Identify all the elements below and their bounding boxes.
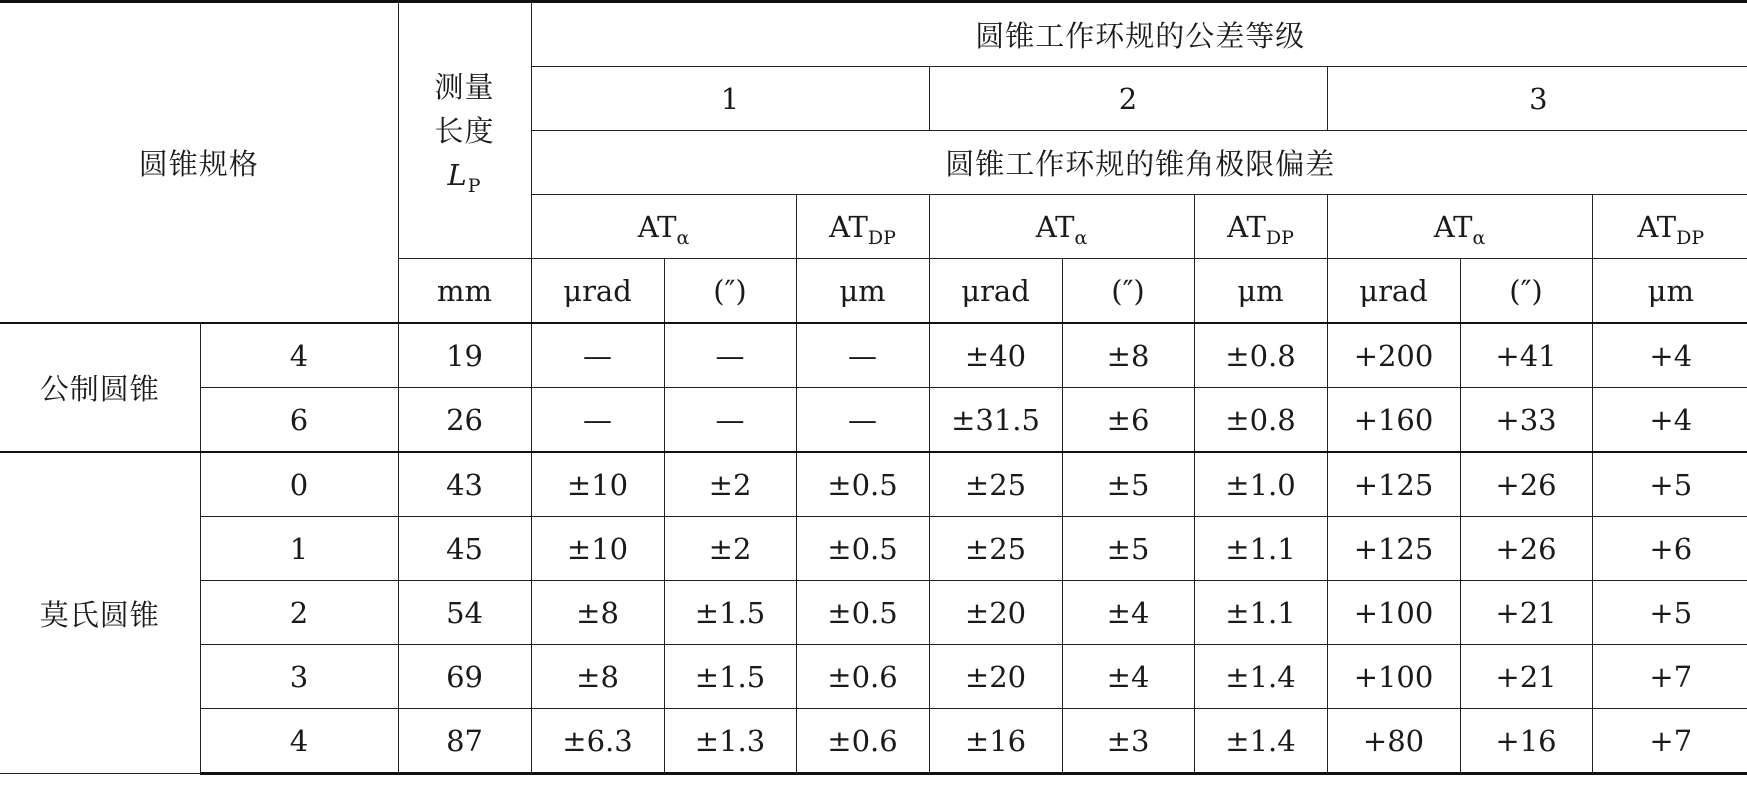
grade-title: 圆锥工作环规的公差等级	[531, 2, 1747, 67]
length-header	[398, 2, 531, 259]
value-cell: +4	[1592, 388, 1747, 453]
unit-um: μm	[1194, 259, 1327, 324]
value-cell: +21	[1460, 581, 1592, 645]
value-cell: +160	[1327, 388, 1460, 453]
value-cell: +200	[1327, 323, 1460, 388]
value-cell: ±4	[1062, 581, 1194, 645]
value-cell: +5	[1592, 581, 1747, 645]
value-cell: +16	[1460, 709, 1592, 774]
value-cell: ±0.5	[796, 517, 929, 581]
value-cell: ±1.4	[1194, 645, 1327, 709]
table-body	[0, 323, 1747, 774]
lp-cell: 45	[398, 517, 531, 581]
value-cell: +6	[1592, 517, 1747, 581]
value-cell: ±1.0	[1194, 452, 1327, 517]
size-cell: 2	[200, 581, 398, 645]
unit-urad: μrad	[929, 259, 1062, 324]
table-row	[0, 645, 1747, 709]
value-cell: ±3	[1062, 709, 1194, 774]
grade-3: 3	[1327, 67, 1747, 131]
value-cell: ±0.6	[796, 709, 929, 774]
value-cell: —	[531, 388, 664, 453]
unit-urad: μrad	[1327, 259, 1460, 324]
value-cell: ±2	[664, 452, 796, 517]
table-header	[0, 2, 1747, 324]
at-alpha-header: $AT_\alpha$	[929, 195, 1194, 259]
unit-um: μm	[1592, 259, 1747, 324]
length-symbol: $L_P$	[447, 157, 482, 197]
deviation-title: 圆锥工作环规的锥角极限偏差	[531, 131, 1747, 195]
lp-cell: 26	[398, 388, 531, 453]
value-cell: ±0.5	[796, 581, 929, 645]
table-row	[0, 388, 1747, 453]
value-cell: —	[796, 388, 929, 453]
value-cell: ±10	[531, 452, 664, 517]
unit-urad: μrad	[531, 259, 664, 324]
value-cell: ±8	[531, 645, 664, 709]
grade-1: 1	[531, 67, 929, 131]
value-cell: +4	[1592, 323, 1747, 388]
table-row	[0, 323, 1747, 388]
table-row	[0, 452, 1747, 517]
size-cell: 1	[200, 517, 398, 581]
value-cell: ±1.5	[664, 645, 796, 709]
value-cell: +100	[1327, 581, 1460, 645]
value-cell: ±25	[929, 517, 1062, 581]
value-cell: +21	[1460, 645, 1592, 709]
grade-2: 2	[929, 67, 1327, 131]
table-row	[0, 517, 1747, 581]
value-cell: ±16	[929, 709, 1062, 774]
unit-mm: mm	[398, 259, 531, 324]
value-cell: ±0.8	[1194, 388, 1327, 453]
value-cell: +26	[1460, 517, 1592, 581]
value-cell: +5	[1592, 452, 1747, 517]
at-dp-header: $AT_{DP}$	[1194, 195, 1327, 259]
table-row	[0, 709, 1747, 774]
value-cell: ±20	[929, 645, 1062, 709]
size-cell: 3	[200, 645, 398, 709]
length-label-2: 长度	[434, 113, 495, 148]
value-cell: +7	[1592, 709, 1747, 774]
value-cell: +100	[1327, 645, 1460, 709]
value-cell: ±40	[929, 323, 1062, 388]
value-cell: ±5	[1062, 517, 1194, 581]
lp-cell: 19	[398, 323, 531, 388]
value-cell: ±0.8	[1194, 323, 1327, 388]
unit-um: μm	[796, 259, 929, 324]
value-cell: ±1.4	[1194, 709, 1327, 774]
value-cell: ±6.3	[531, 709, 664, 774]
value-cell: +125	[1327, 517, 1460, 581]
table-row	[0, 581, 1747, 645]
value-cell: +80	[1327, 709, 1460, 774]
value-cell: ±10	[531, 517, 664, 581]
size-cell: 4	[200, 709, 398, 774]
value-cell: ±25	[929, 452, 1062, 517]
group-name: 公制圆锥	[0, 323, 200, 452]
value-cell: —	[796, 323, 929, 388]
value-cell: ±31.5	[929, 388, 1062, 453]
lp-cell: 43	[398, 452, 531, 517]
at-dp-header: $AT_{DP}$	[1592, 195, 1747, 259]
value-cell: +33	[1460, 388, 1592, 453]
value-cell: ±4	[1062, 645, 1194, 709]
unit-arcsec: (″)	[664, 259, 796, 324]
value-cell: +26	[1460, 452, 1592, 517]
value-cell: ±1.3	[664, 709, 796, 774]
unit-arcsec: (″)	[1062, 259, 1194, 324]
value-cell: +125	[1327, 452, 1460, 517]
value-cell: ±1.1	[1194, 517, 1327, 581]
size-cell: 4	[200, 323, 398, 388]
value-cell: ±0.6	[796, 645, 929, 709]
value-cell: ±5	[1062, 452, 1194, 517]
size-cell: 6	[200, 388, 398, 453]
value-cell: ±2	[664, 517, 796, 581]
at-alpha-header: $AT_\alpha$	[531, 195, 796, 259]
length-label-1: 测量	[434, 69, 495, 104]
value-cell: ±1.5	[664, 581, 796, 645]
value-cell: —	[664, 388, 796, 453]
value-cell: ±0.5	[796, 452, 929, 517]
value-cell: ±8	[1062, 323, 1194, 388]
at-dp-header: $AT_{DP}$	[796, 195, 929, 259]
value-cell: ±20	[929, 581, 1062, 645]
lp-cell: 69	[398, 645, 531, 709]
unit-arcsec: (″)	[1460, 259, 1592, 324]
group-name: 莫氏圆锥	[0, 452, 200, 774]
value-cell: +7	[1592, 645, 1747, 709]
value-cell: —	[664, 323, 796, 388]
value-cell: ±1.1	[1194, 581, 1327, 645]
value-cell: ±6	[1062, 388, 1194, 453]
lp-cell: 87	[398, 709, 531, 774]
lp-cell: 54	[398, 581, 531, 645]
value-cell: ±8	[531, 581, 664, 645]
value-cell: —	[531, 323, 664, 388]
at-alpha-header: $AT_\alpha$	[1327, 195, 1592, 259]
value-cell: +41	[1460, 323, 1592, 388]
spec-header: 圆锥规格	[0, 2, 398, 324]
size-cell: 0	[200, 452, 398, 517]
